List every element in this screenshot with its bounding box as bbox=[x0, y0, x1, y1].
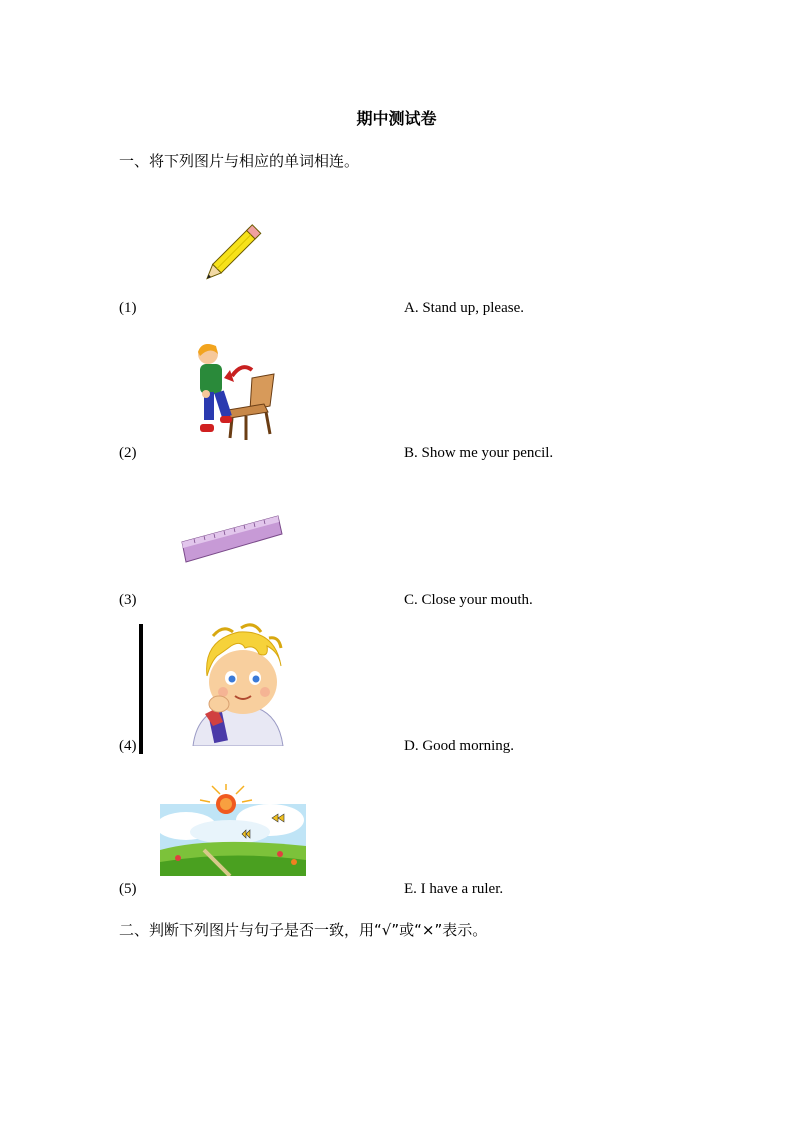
smiling-boy-picture bbox=[183, 622, 293, 746]
option-b: B. Show me your pencil. bbox=[404, 445, 554, 461]
option-d: D. Good morning. bbox=[404, 738, 514, 754]
item-number: (1) bbox=[119, 300, 137, 316]
ruler-picture bbox=[180, 514, 284, 568]
option-c: C. Close your mouth. bbox=[404, 592, 533, 608]
item-number: (2) bbox=[119, 445, 137, 461]
item-number: (3) bbox=[119, 592, 137, 608]
pencil-picture bbox=[196, 213, 276, 289]
option-a: A. Stand up, please. bbox=[404, 300, 524, 316]
morning-landscape-picture bbox=[160, 784, 306, 876]
margin-bar bbox=[139, 624, 143, 754]
section-1-instruction: 一、将下列图片与相应的单词相连。 bbox=[119, 152, 360, 170]
boy-standing-up-picture bbox=[190, 340, 280, 440]
option-e: E. I have a ruler. bbox=[404, 881, 504, 897]
item-number: (5) bbox=[119, 881, 137, 897]
item-number: (4) bbox=[119, 738, 137, 754]
section-2-instruction: 二、判断下列图片与句子是否一致，用“√”或“×”表示。 bbox=[119, 921, 488, 939]
page-title: 期中测试卷 bbox=[356, 109, 437, 128]
